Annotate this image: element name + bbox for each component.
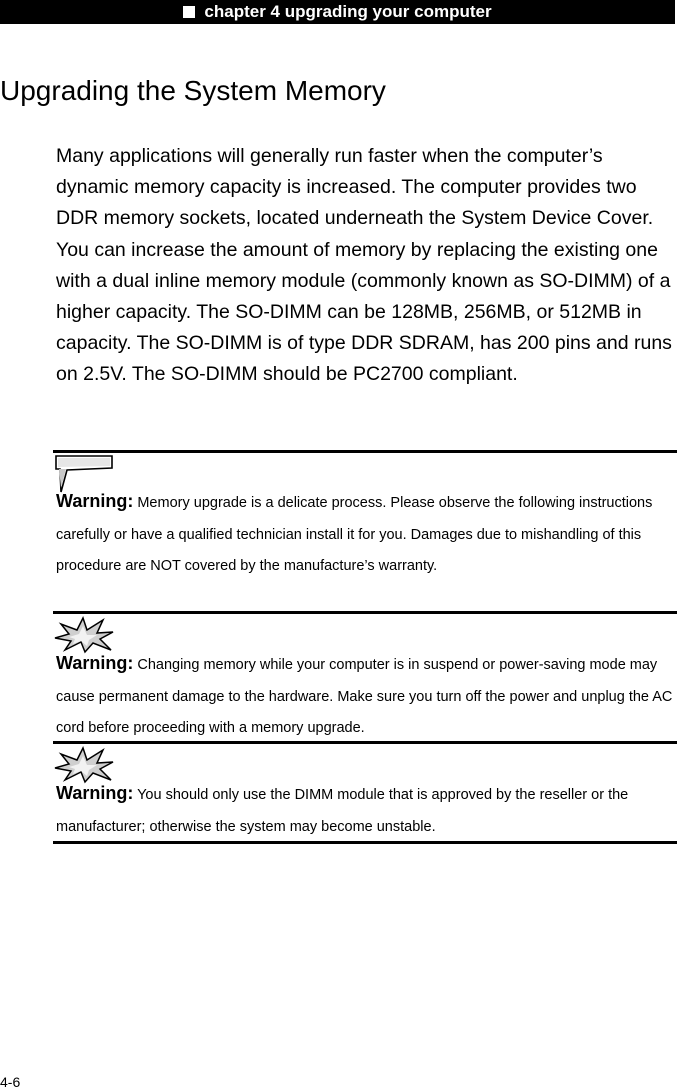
warning-text: Memory upgrade is a delicate process. Please observe the following instructions carefully or have a qualified technician install it for you. Damages due to mishandling of this procedure are NOT covered by the manufacture’s warranty. bbox=[56, 495, 653, 574]
warning-divider bbox=[53, 611, 677, 614]
chapter-header bbox=[0, 0, 675, 24]
page-number: 4-6 bbox=[0, 1074, 21, 1090]
section-title: Upgrading the System Memory bbox=[0, 75, 386, 106]
warning-3 bbox=[56, 778, 678, 843]
warning-label: Warning: bbox=[56, 653, 134, 673]
warning-divider bbox=[53, 741, 677, 744]
warning-label: Warning: bbox=[56, 491, 134, 511]
square-bullet-icon bbox=[183, 6, 195, 18]
warning-divider bbox=[53, 450, 677, 453]
warning-1 bbox=[56, 486, 678, 583]
warning-divider bbox=[53, 841, 677, 844]
warning-text: Changing memory while your computer is in suspend or power-saving mode may cause permanent damage to the hardware. Make sure you turn off the power and unplug the AC cord before proceeding with a memory upgrade. bbox=[56, 657, 673, 736]
warning-label: Warning: bbox=[56, 783, 134, 803]
body-paragraph: Many applications will generally run faster when the computer’s dynamic memory capacity is increased. The computer provides two DDR memory sockets, located underneath the System Device Cover. You can increase the amount of memory by replacing the existing one with a dual inline memory module (commonly known as SO-DIMM) of a higher capacity. The SO-DIMM can be 128MB, 256MB, or 512MB in capacity. The SO-DIMM is of type DDR SDRAM, has 200 pins and runs on 2.5V. The SO-DIMM should be PC2700 compliant. bbox=[56, 145, 672, 386]
chapter-title: chapter 4 upgrading your computer bbox=[204, 2, 492, 21]
warning-2 bbox=[56, 648, 678, 745]
warning-text: You should only use the DIMM module that is approved by the reseller or the manufacturer; otherwise the system may become unstable. bbox=[56, 787, 629, 835]
